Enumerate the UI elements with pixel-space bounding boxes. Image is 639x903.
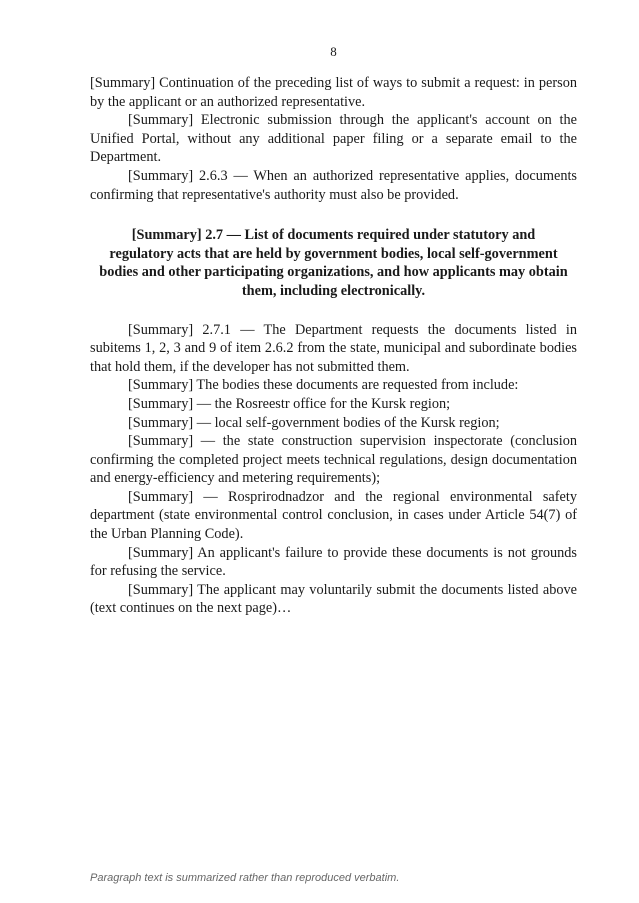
paragraph-applicant-may-submit: [Summary] The applicant may voluntarily submit the documents listed above (text continues on the next page)… [90, 581, 577, 617]
paragraph-requested-from: [Summary] The bodies these documents are requested from include: [128, 377, 519, 394]
page-number: 8 [330, 44, 337, 59]
list-item-construction-inspection: [Summary] — the state construction supervision inspectorate (conclusion confirming the completed project meets technical regulations, design documentation and energy-efficiency and metering requirements); [90, 433, 577, 487]
list-item-local-government: [Summary] — local self-government bodies of the Kursk region; [128, 414, 500, 431]
section-heading-2-7: [Summary] 2.7 — List of documents required under statutory and regulatory acts that are held by government bodies, local self-government bodies and other participating organizations, and how applicants may obtain them, including electronically. [99, 227, 568, 299]
paragraph-personal-appeal-continued: [Summary] Continuation of the preceding list of ways to submit a request: in person by the applicant or an authorized representative. [90, 75, 577, 110]
paragraph-2-6-3: [Summary] 2.6.3 — When an authorized representative applies, documents confirming that representative's authority must also be provided. [90, 167, 577, 203]
list-item-rosprirodnadzor: [Summary] — Rosprirodnadzor and the regional environmental safety department (state environmental control conclusion, in cases under Article 54(7) of the Urban Planning Code). [90, 488, 577, 543]
paragraph-non-submission: [Summary] An applicant's failure to provide these documents is not grounds for refusing the service. [90, 544, 577, 580]
list-item-rosreestr: [Summary] — the Rosreestr office for the Kursk region; [128, 395, 451, 412]
summary-note: Paragraph text is summarized rather than reproduced verbatim. [90, 872, 400, 884]
paragraph-electronic-form: [Summary] Electronic submission through the applicant's account on the Unified Portal, without any additional paper filing or a separate email to the Department. [90, 112, 577, 166]
paragraph-2-7-1: [Summary] 2.7.1 — The Department requests the documents listed in subitems 1, 2, 3 and 9 of item 2.6.2 from the state, municipal and subordinate bodies that hold them, if the developer has not submitted them. [90, 321, 577, 375]
